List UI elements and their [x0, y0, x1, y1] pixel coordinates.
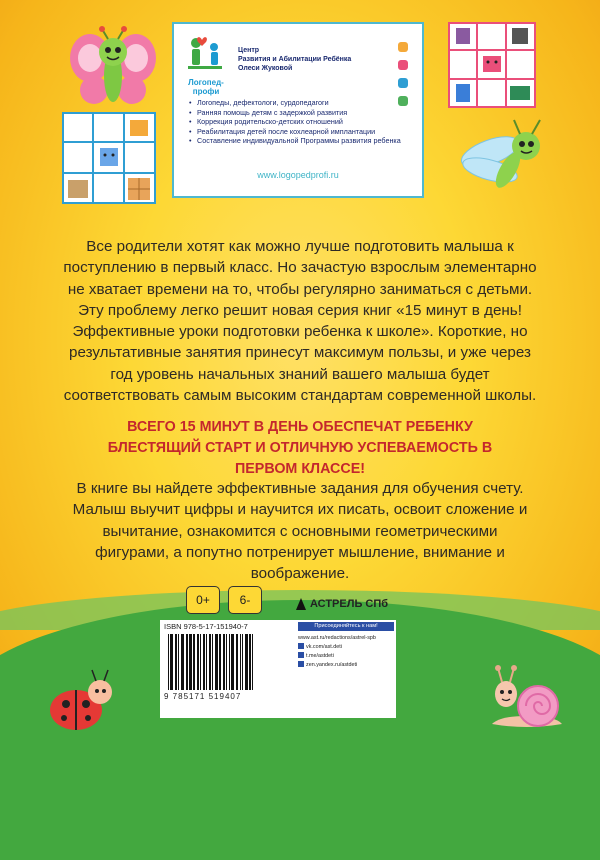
- age-rating-badge: 0+: [186, 586, 220, 614]
- vk-icon: [298, 643, 304, 649]
- zen-icon: [298, 661, 304, 667]
- butterfly-illustration: [66, 26, 160, 112]
- heart-badge-icon: [398, 42, 408, 52]
- barcode-icon: [166, 634, 290, 690]
- heart-badge-icon: [398, 78, 408, 88]
- puzzle-grid-illustration: [62, 112, 156, 204]
- list-item: • Ранняя помощь детям с задержкой развития: [188, 108, 420, 118]
- heart-badge-icon: [398, 60, 408, 70]
- join-us-banner: Присоединяйтесь к нам!: [298, 622, 394, 631]
- org-line: Развития и Абилитации Ребёнка: [238, 56, 352, 63]
- puzzle-grid-illustration-right: [448, 22, 536, 108]
- info-panel: [160, 620, 396, 718]
- publisher-name: АСТРЕЛЬ СПб: [310, 598, 389, 610]
- intro-paragraph: Все родители хотят как можно лучше подготовить малыша к поступлению в первый класс. Но зачастую взрослым элементарно не хватает времени на то, чтобы регулярно заниматься с детьми. Эту проблему легко решит новая серия книг «15 минут в день! Эффективные уроки подготовки ребенка к школе». Короткие, но результативные занятия принесут максимум пользы, и уже через год уровень начальных знаний вашего малыша будет соответствовать самым высоким стандартам современной школы.: [63, 238, 537, 405]
- link-item[interactable]: t.me/astdeti: [298, 652, 376, 661]
- isbn-text: ISBN 978-5-17-151940-7: [164, 622, 248, 631]
- barcode-number: 9 785171 519407: [164, 692, 242, 701]
- link-item[interactable]: www.ast.ru/redactions/astrel-spb: [298, 635, 376, 641]
- telegram-icon: [298, 652, 304, 658]
- list-item: • Реабилитация детей после кохлеарной имплантации: [188, 127, 420, 137]
- description-paragraph: В книге вы найдете эффективные задания для обучения счету. Малыш выучит цифры и научится их писать, освоит сложение и вычитание, ознакомится с основными геометрическими фигурами, а попутно потренирует мышление, внимание и воображение.: [72, 480, 528, 583]
- list-item: • Логопеды, дефектологи, сурдопедагоги: [188, 98, 420, 108]
- services-list: [188, 98, 420, 146]
- organization-name: [238, 46, 351, 73]
- social-links: [298, 634, 376, 670]
- website-link[interactable]: www.logopedprofi.ru: [257, 170, 339, 180]
- age-rating-badge: 6-: [228, 586, 262, 614]
- link-item[interactable]: vk.com/ast.deti: [298, 643, 376, 652]
- logoped-logo-icon: [184, 34, 226, 84]
- snail-illustration: [486, 650, 566, 732]
- advertisement-card: [172, 22, 424, 198]
- ladybug-illustration: [40, 664, 120, 734]
- link-item[interactable]: zen.yandex.ru/astdeti: [298, 661, 376, 670]
- list-item: • Коррекция родительско-детских отношений: [188, 117, 420, 127]
- headline: ВСЕГО 15 МИНУТ В ДЕНЬ ОБЕСПЕЧАТ РЕБЕНКУ БЛЕСТЯЩИЙ СТАРТ И ОТЛИЧНУЮ УСПЕВАЕМОСТЬ В ПЕРВОМ КЛАССЕ!: [107, 419, 493, 477]
- dragonfly-illustration: [450, 112, 560, 208]
- org-line: Центр: [238, 47, 260, 54]
- list-item: • Составление индивидуальной Программы развития ребенка: [188, 136, 420, 146]
- logo-text: Логопед-профи: [188, 78, 224, 96]
- org-line: Олеси Жуковой: [238, 65, 293, 72]
